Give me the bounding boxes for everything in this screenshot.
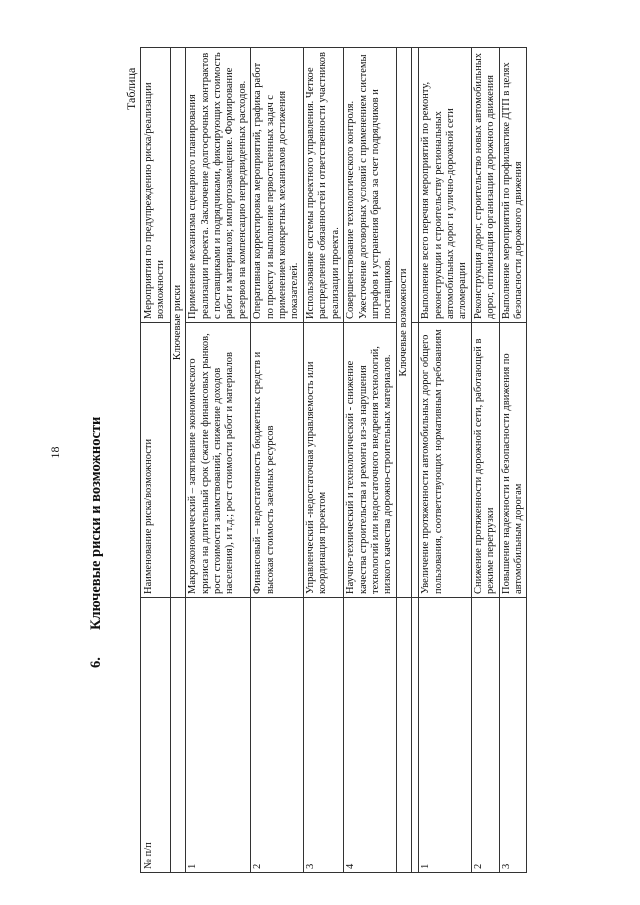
row-number: 2 [251,598,304,873]
table-caption: Таблица [124,67,138,110]
row-number: 1 [419,598,472,873]
table-row [303,48,343,873]
opportunity-name: Увеличение протяженности автомобильных дорог общего пользования, соответствующих нормативным требованиям [419,323,472,598]
page-number: 18 [48,446,62,459]
row-number: 3 [499,598,527,873]
table-row [419,48,472,873]
section-title: Ключевые риски и возможности [88,416,104,630]
row-number: 1 [186,598,251,873]
risk-name: Финансовый – недостаточность бюджетных средств и высокая стоимость заемных ресурсов [251,323,304,598]
table-row [499,48,527,873]
row-number: 3 [303,598,343,873]
group-title-row [396,48,411,873]
section-heading [88,417,105,668]
risk-measures: Оперативная корректировка мероприятий, графика работ по проекту и выполнение первостепенных задач с применением конкретных механизмов достижения показателей. [251,48,304,323]
risk-name: Научно-технический и технологический - снижение качества строительства и ремонта из-за нарушения технологий или недостаточного внедрения технологий, низкого качества дорожно-строительных материалов. [344,323,397,598]
spacer-row [412,48,419,873]
table-header-row [141,48,171,873]
opportunity-name: Снижение протяженности дорожной сети, работающей в режиме перегрузки [471,323,499,598]
table-row [186,48,251,873]
group-title-row [170,48,185,873]
opportunity-measures: Реконструкция дорог, строительство новых автомобильных дорог, оптимизация организации дорожного движения [471,48,499,323]
row-number: 2 [471,598,499,873]
row-number: 4 [344,598,397,873]
table-row [471,48,499,873]
table-row [344,48,397,873]
risk-name: Управленческий -недостаточная управляемость или координация проектом [303,323,343,598]
opportunity-measures: Выполнение всего перечня мероприятий по ремонту, реконструкции и строительству региональных автомобильных дорог и улично-дорожной сети агломерации [419,48,472,323]
opportunity-name: Повышение надежности и безопасности движения по автомобильным дорогам [499,323,527,598]
group-title: Ключевые риски [170,48,185,598]
header-name: Наименование риска/возможности [141,323,171,598]
risk-measures: Совершенствование технологического контроля. Ужесточение договорных условий с применением системы штрафов и устранения брака за счет подрядчиков и поставщиков. [344,48,397,323]
risks-table [140,47,527,873]
risk-measures: Использование системы проектного управления. Четкое распределение обязанностей и ответственности участников реализации проекта. [303,48,343,323]
opportunity-measures: Выполнение мероприятий по профилактике ДТП в целях безопасности дорожного движения [499,48,527,323]
header-number: № п/п [141,598,171,873]
header-measures: Мероприятия по предупреждению риска/реализации возможности [141,48,171,323]
section-number: 6. [88,657,104,668]
group-title: Ключевые возможности [396,48,411,598]
risk-name: Макроэкономический – затягивание экономического кризиса на длительный срок (сжатие финансовых рынков, рост стоимости заимствований, снижение доходов населения), и т.д.; рост стоимости работ и материалов [186,323,251,598]
risk-measures: Применение механизма сценарного планирования реализации проекта. Заключение долгосрочных контрактов с поставщиками и подрядчиками, фиксирующих стоимость работ и материалов; импортозамещение. Формирование резервов на компенсацию непредвиденных расходов. [186,48,251,323]
table-row [251,48,304,873]
